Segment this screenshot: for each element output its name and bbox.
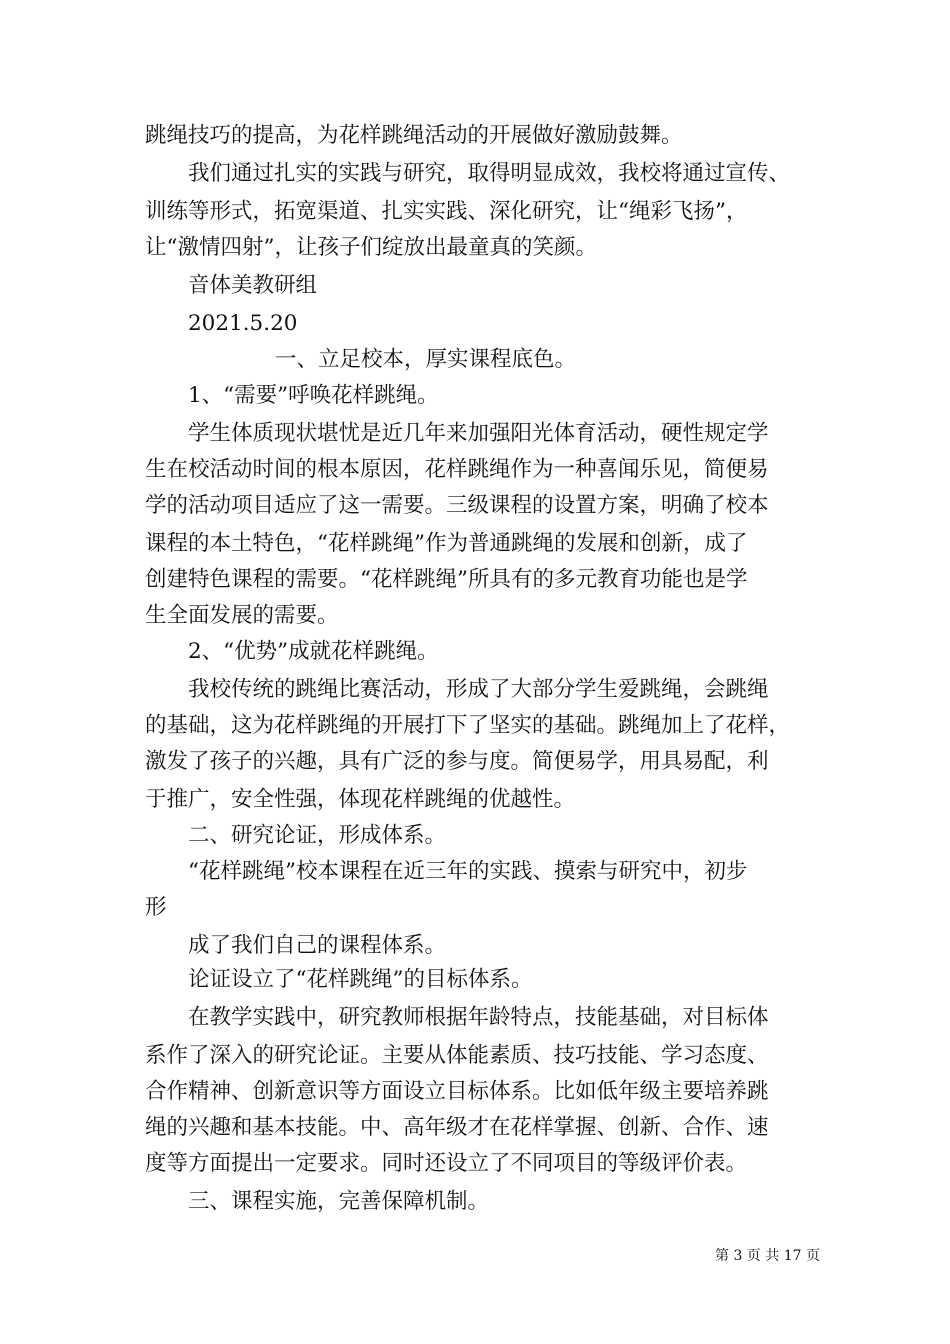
paragraph-line: 让“激情四射”，让孩子们绽放出最童真的笑颜。 xyxy=(145,235,597,260)
paragraph-line: 在教学实践中，研究教师根据年龄特点，技能基础，对目标体 xyxy=(188,1005,769,1030)
paragraph-line: 课程的本土特色，“花样跳绳”作为普通跳绳的发展和创新，成了 xyxy=(145,531,748,556)
paragraph-line: 生在校活动时间的根本原因，花样跳绳作为一种喜闻乐见，简便易 xyxy=(145,457,769,482)
paragraph-line: 系作了深入的研究论证。主要从体能素质、技巧技能、学习态度、 xyxy=(145,1043,769,1068)
signature-date: 2021.5.20 xyxy=(188,311,298,336)
paragraph-line: 我们通过扎实的实践与研究，取得明显成效，我校将通过宣传、 xyxy=(188,161,791,186)
paragraph-line: 合作精神、创新意识等方面设立目标体系。比如低年级主要培养跳 xyxy=(145,1079,769,1104)
paragraph-line: “花样跳绳”校本课程在近三年的实践、摸索与研究中，初步 xyxy=(188,859,748,884)
paragraph-line: 的基础，这为花样跳绳的开展打下了坚实的基础。跳绳加上了花样， xyxy=(145,713,791,738)
paragraph-line: 学生体质现状堪忧是近几年来加强阳光体育活动，硬性规定学 xyxy=(188,421,769,446)
subsection-heading: 2、“优势”成就花样跳绳。 xyxy=(188,639,439,664)
paragraph-line: 生全面发展的需要。 xyxy=(145,603,339,628)
paragraph-line: 成了我们自己的课程体系。 xyxy=(188,933,447,958)
paragraph-line: 我校传统的跳绳比赛活动，形成了大部分学生爱跳绳，会跳绳 xyxy=(188,677,769,702)
signature-group: 音体美教研组 xyxy=(188,273,318,298)
page-number-footer: 第 3 页 共 17 页 xyxy=(715,1248,820,1264)
paragraph-line: 创建特色课程的需要。“花样跳绳”所具有的多元教育功能也是学 xyxy=(145,567,748,592)
subsection-heading: 1、“需要”呼唤花样跳绳。 xyxy=(188,383,439,408)
paragraph-line: 激发了孩子的兴趣，具有广泛的参与度。简便易学，用具易配，利 xyxy=(145,749,769,774)
section-heading: 三、课程实施，完善保障机制。 xyxy=(188,1189,490,1214)
paragraph-line: 学的活动项目适应了这一需要。三级课程的设置方案，明确了校本 xyxy=(145,493,769,518)
paragraph-line: 训练等形式，拓宽渠道、扎实实践、深化研究，让“绳彩飞扬”， xyxy=(145,199,748,224)
section-heading: 二、研究论证，形成体系。 xyxy=(188,823,447,848)
section-heading: 一、立足校本，厚实课程底色。 xyxy=(275,347,577,372)
paragraph-line: 度等方面提出一定要求。同时还设立了不同项目的等级评价表。 xyxy=(145,1151,748,1176)
paragraph-line: 绳的兴趣和基本技能。中、高年级才在花样掌握、创新、合作、速 xyxy=(145,1115,769,1140)
paragraph-line: 跳绳技巧的提高，为花样跳绳活动的开展做好激励鼓舞。 xyxy=(145,123,683,148)
paragraph-line: 形 xyxy=(145,895,167,920)
paragraph-line: 论证设立了“花样跳绳”的目标体系。 xyxy=(188,967,533,992)
paragraph-line: 于推广，安全性强，体现花样跳绳的优越性。 xyxy=(145,787,576,812)
